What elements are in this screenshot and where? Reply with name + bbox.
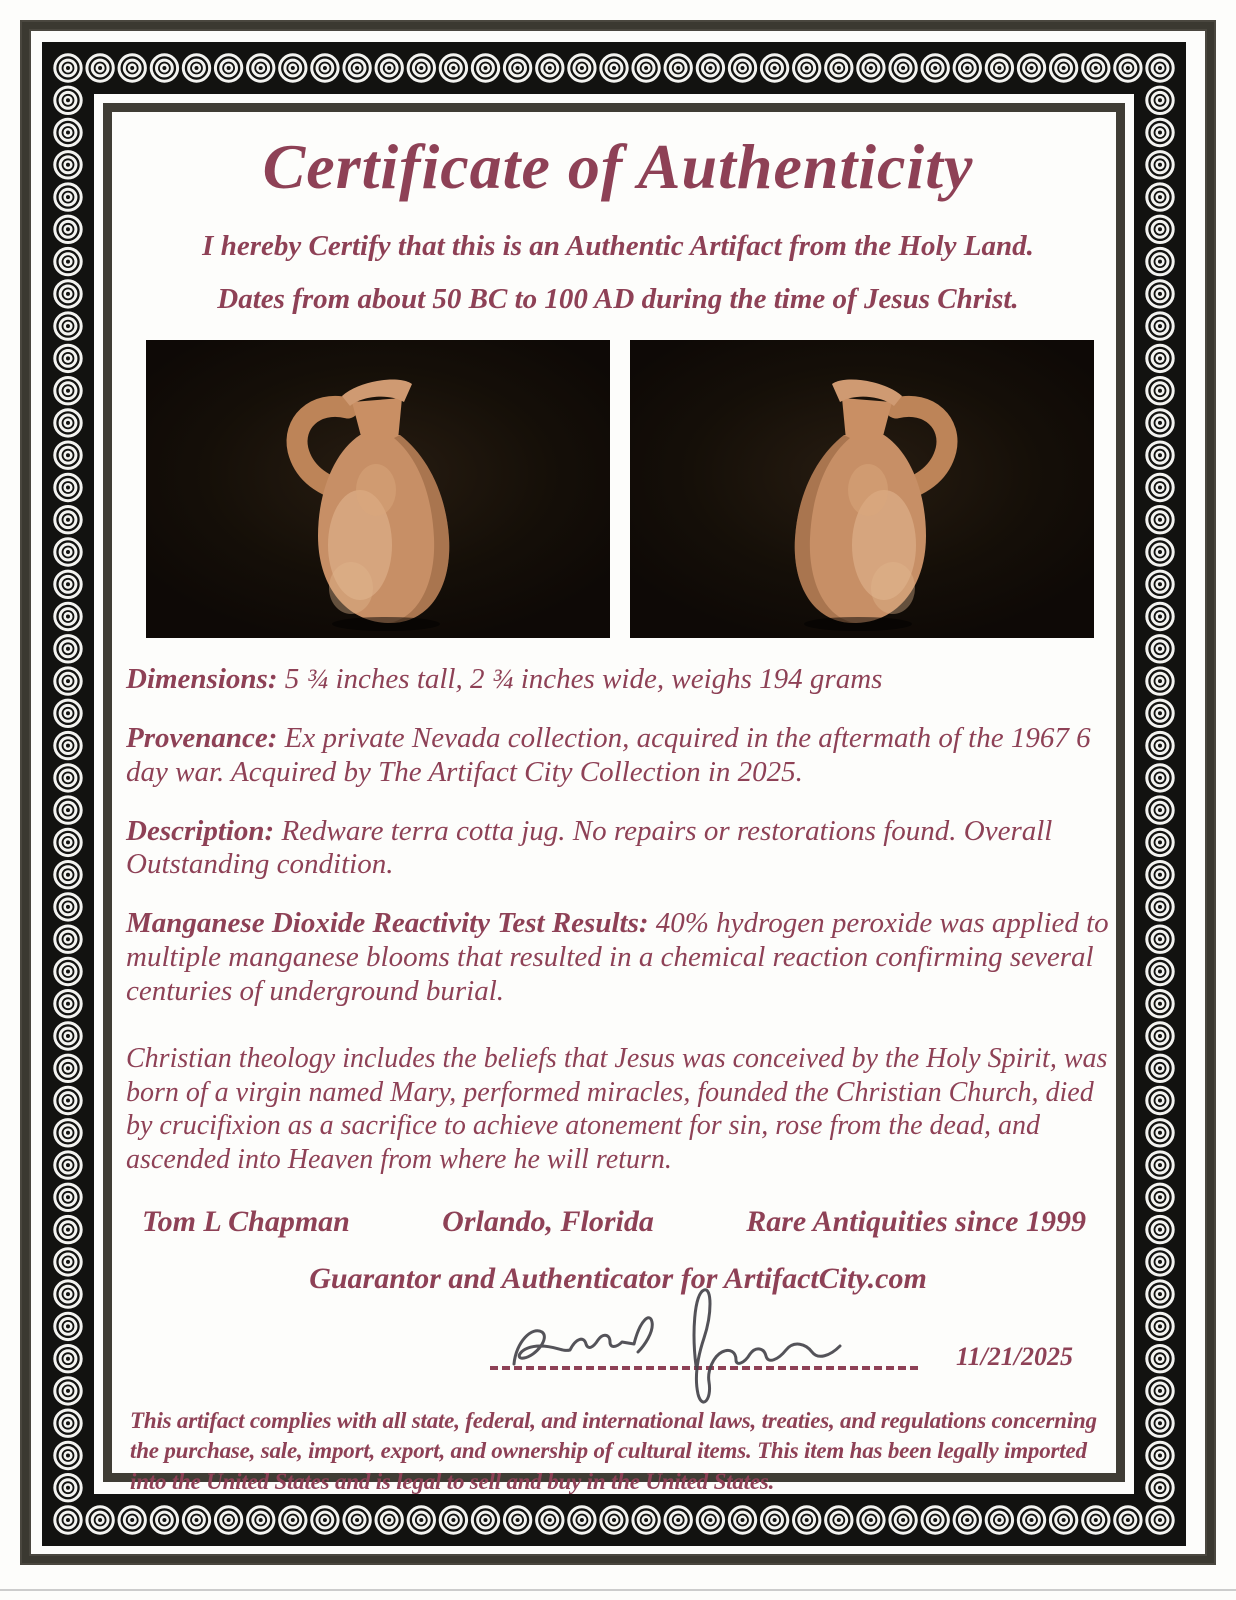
guarantor-line: Guarantor and Authenticator for ArtifactCity.com: [309, 1261, 927, 1295]
description-section: [118, 815, 1118, 883]
provenance-section: [118, 722, 1118, 790]
statement-line-2: Dates from about 50 BC to 100 AD during the time of Jesus Christ.: [217, 282, 1019, 315]
jug-illustration-handle-right: [630, 340, 1098, 638]
provenance-label: Provenance:: [126, 721, 278, 754]
artifact-photo-right: [630, 340, 1094, 638]
certificate-title: Certificate of Authenticity: [262, 131, 974, 202]
test-results-section: [118, 907, 1118, 1009]
authenticator-name: Tom L Chapman: [142, 1204, 350, 1238]
description-text: Redware terra cotta jug. No repairs or restorations found. Overall Outstanding condition.: [126, 814, 1053, 881]
artifact-photos: [146, 340, 1118, 638]
dimensions-text: 5 ¾ inches tall, 2 ¾ inches wide, weighs 194 grams: [284, 662, 883, 695]
theology-paragraph: Christian theology includes the beliefs that Jesus was conceived by the Holy Spirit, was born of a virgin named Mary, performed miracles, founded the Christian Church, died by crucifixion as a sacrifice to achieve atonement for sin, rose from the dead, and ascended into Heaven from where he will return.: [126, 1043, 1108, 1175]
signature-date: 11/21/2025: [956, 1341, 1074, 1371]
legal-text: This artifact complies with all state, federal, and international laws, treaties, and regulations concerning the purchase, sale, import, export, and ownership of cultural items. This item has been legally imported into the United States and is legal to sell and buy in the United States.: [130, 1407, 1097, 1494]
dimensions-label: Dimensions:: [126, 662, 278, 695]
description-label: Description:: [126, 814, 275, 847]
artifact-photo-left: [146, 340, 610, 638]
statement-line-1: I hereby Certify that this is an Authentic Artifact from the Holy Land.: [202, 230, 1034, 262]
jug-illustration-handle-left: [146, 340, 610, 638]
authenticator-tagline: Rare Antiquities since 1999: [746, 1204, 1086, 1238]
authenticator-row: [118, 1205, 1118, 1239]
test-results-text: 40% hydrogen peroxide was applied to multiple manganese blooms that resulted in a chemical reaction confirming several centuries of underground burial.: [126, 907, 1109, 1008]
signature-block: [118, 1304, 1118, 1400]
signature-scrawl: [486, 1282, 916, 1427]
test-results-label: Manganese Dioxide Reactivity Test Results:: [126, 907, 649, 940]
authenticator-location: Orlando, Florida: [442, 1204, 654, 1238]
dimensions-section: [118, 663, 1118, 697]
scan-artifact-line: [0, 1589, 1236, 1591]
provenance-text: Ex private Nevada collection, acquired in the aftermath of the 1967 6 day war. Acquired by The Artifact City Collection in 2025.: [126, 721, 1091, 788]
certificate-content: [118, 112, 1118, 1497]
